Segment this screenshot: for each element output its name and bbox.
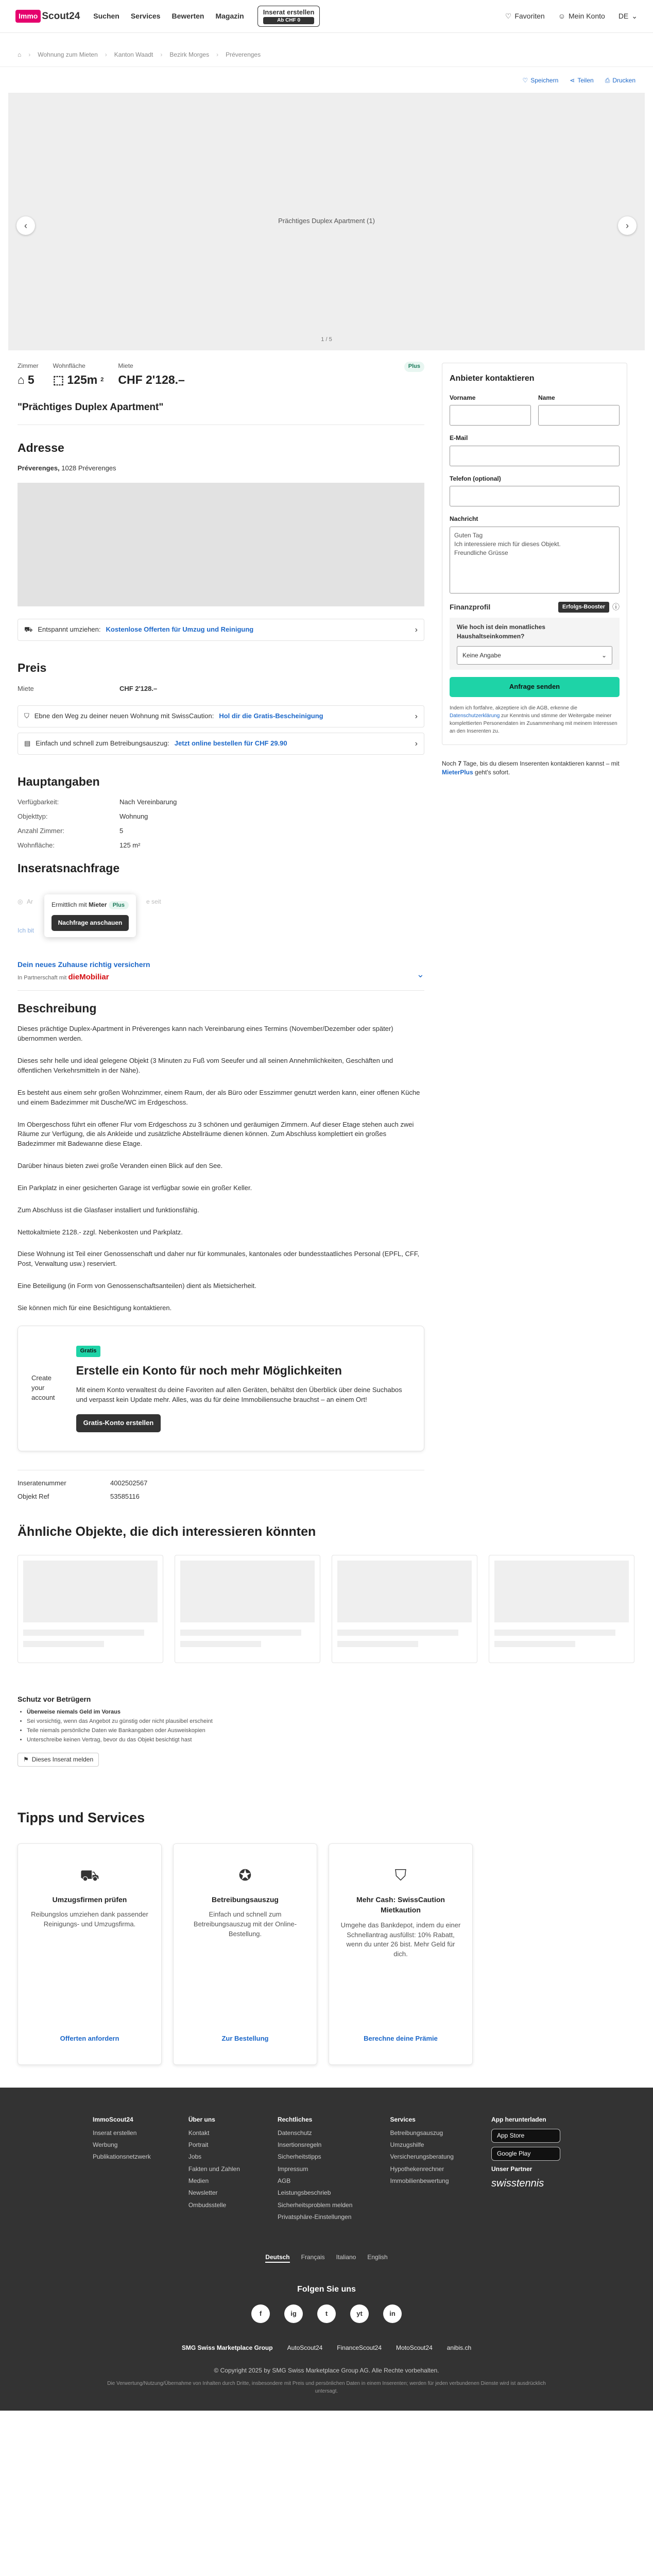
linkedin-icon[interactable]: in — [383, 2304, 402, 2323]
privacy-link[interactable]: Datenschutzerklärung — [450, 713, 500, 719]
inquiry-panel: ◎ Ar e seit Ich bit Ermittlich mit Mieter Plus Nachfrage anschauen — [18, 884, 424, 946]
breadcrumb-item[interactable]: Bezirk Morges — [169, 51, 210, 58]
chevron-down-icon: ⌄ — [601, 651, 607, 659]
first-name-field[interactable] — [450, 405, 531, 426]
similar-card-placeholder[interactable] — [18, 1555, 163, 1663]
facebook-icon[interactable]: f — [251, 2304, 270, 2323]
contact-form: Anbieter kontaktieren Vorname Name E-Mail Telefon (optional) Nachricht Guten Tag Ich interessiere mich für dieses Objekt. Freundliche Grüsse Finanzprofil Erfolgs-Booster ⓘ Wie hoch ist dein monatliches Haushaltseinkommen? Keine Angabe ⌄ Anfrage senden Indem ich fortfahre, akzeptiere ich die AGB, erkenne die Datenschutzerklärung zur Kenntnis und stimme der Weitergabe meiner komplettierten Personendaten im Zusammenhang mit meinem Interessen an den Inserenten zu. — [442, 363, 627, 745]
share-button[interactable]: ⋖ Teilen — [570, 76, 593, 85]
similar-card-placeholder[interactable] — [489, 1555, 634, 1663]
disclaimer: Die Verwertung/Nutzung/Übernahme von Inhalten durch Dritte, insbesondere mit Preis und persönlichen Daten in einem Inserenten; werden für jeden verbundenen Dienste wird ist ausdrücklich untersagt. — [107, 2381, 546, 2394]
print-button[interactable]: ⎙ Drucken — [605, 76, 635, 85]
breadcrumb-item[interactable]: Préverenges — [226, 51, 261, 58]
flag-icon: ⚑ — [23, 1755, 29, 1763]
last-name-field[interactable] — [538, 405, 620, 426]
footer-col: Rechtliches Datenschutz Insertionsregeln Sicherheitstipps Impressum AGB Leistungsbeschrieb Sicherheitsproblem melden Privatsphäre-Einstellungen — [277, 2116, 353, 2221]
chevron-down-icon: ⌄ — [416, 969, 424, 980]
breadcrumb: ⌂ › Wohnung zum Mieten › Kanton Waadt › Bezirk Morges › Préverenges — [0, 33, 653, 67]
nav-evaluate[interactable]: Bewerten — [171, 12, 204, 21]
similar-listings — [18, 1555, 635, 1663]
share-icon: ⋖ — [570, 77, 575, 84]
badge-icon: ✪ — [238, 1867, 252, 1885]
breadcrumb-item[interactable]: Wohnung zum Mieten — [38, 51, 98, 58]
document-icon: ▤ — [24, 739, 31, 747]
site-header — [0, 0, 653, 33]
group-brands: SMG Swiss Marketplace Group AutoScout24 FinanceScout24 MotoScout24 anibis.ch — [181, 2344, 472, 2352]
report-listing-button[interactable]: ⚑ Dieses Inserat melden — [18, 1753, 99, 1767]
mieterplus-note: Noch 7 Tage, bis du diesem Inserenten kontaktieren kannst – mit MieterPlus geht's sofort. — [442, 760, 620, 776]
breadcrumb-item[interactable]: Kanton Waadt — [114, 51, 153, 58]
account-promo: Create your account Gratis Erstelle ein Konto für noch mehr Möglichkeiten Mit einem Konto verwaltest du deine Favoriten auf allen Geräten, behältst den Überblick über deine Suchabos und verpasst kein Update mehr. Alles, was du für deine Immobiliensuche brauchst – an einem Ort! Gratis-Konto erstellen — [18, 1326, 424, 1451]
heart-icon: ♡ — [505, 12, 512, 21]
message-field[interactable]: Guten Tag Ich interessiere mich für dieses Objekt. Freundliche Grüsse — [450, 527, 620, 594]
insurance-accordion[interactable]: Dein neues Zuhause richtig versichern In Partnerschaft mit dieMobiliar ⌄ — [18, 953, 424, 991]
tip-card-extract: ✪ Betreibungsauszug Einfach und schnell zum Betreibungsauszug mit der Online-Bestellung. Zur Bestellung — [173, 1843, 317, 2065]
view-inquiry-button[interactable]: Nachfrage anschauen — [51, 915, 129, 931]
nav-magazine[interactable]: Magazin — [215, 12, 244, 21]
tips-services: Tipps und Services ⛟ Umzugsfirmen prüfen Reibungslos umziehen dank passender Reinigungs- und Umzugsfirma. Offerten anfordern ✪ Betreibungsauszug Einfach und schnell zum Betreibungsauszug mit der Online-Bestellung. Zur Bestellung ⛉ Mehr Cash: SwissCaution Mietkaution Umgehe das Bankdepot, indem du einer Schnellantrag ausfüllst: 10% Rabatt, wenn du unter 26 bist. Mehr Geld für dich. Berechne deine Prämie — [18, 1808, 635, 2065]
mieterplus-link[interactable]: MieterPlus — [442, 769, 473, 776]
google-play-button[interactable]: Google Play — [491, 2147, 560, 2161]
email-field[interactable] — [450, 446, 620, 466]
listing-title: "Prächtiges Duplex Apartment" — [18, 401, 164, 413]
chevron-left-icon[interactable]: ‹ — [16, 216, 35, 235]
listing-meta: Inseratenummer 4002502567 Objekt Ref 53585116 — [18, 1470, 424, 1502]
contact-sidebar — [442, 362, 627, 1523]
footer-col: Services Betreibungsauszug Umzugshilfe Versicherungsberatung Hypothekenrechner Immobilienbewertung — [390, 2116, 454, 2185]
description: Beschreibung Dieses prächtige Duplex-Apartment in Préverenges kann nach Vereinbarung eines Termins (November/Dezember oder später) übernommen werden. Dieses sehr helle und ideal gelegene Objekt (3 Minuten zu Fuß vom Seeufer und all seinen Annehmlichkeiten, Geschäften und öffentlichen Verkehrsmitteln in der Nähe). Es besteht aus einem sehr großen Wohnzimmer, einem Raum, der als Büro oder Esszimmer genutzt werden kann, einer offenen Küche und einem Badezimmer mit Dusche/WC im Erdgeschoss. Im Obergeschoss führt ein offener Flur vom Erdgeschoss zu 3 schönen und geräumigen Zimmern. Auf dieser Etage stehen auch zwei Räume zur Verfügung, die als Ankleide und zusätzliche Abstellräume dienen können. Zum Abschluss komplettiert ein großes Badezimmer mit Badewanne diese Etage. Darüber hinaus bieten zwei große Veranden einen Blick auf den See. Ein Parkplatz in einer gesicherten Garage ist verfügbar sowie ein großer Keller. Zum Abschluss ist die Glasfaser installiert und funktionsfähig. Nettokaltmiete 2128.- zzgl. Nebenkosten und Parkplatz. Diese Wohnung ist Teil einer Genossenschaft und daher nur für kommunales, kantonales oder bundesstaatliches Personal (EPFL, CFF, Post, Verwaltung usw.) reserviert. Eine Beteiligung (in Form von Genossenschaftsanteilen) dient als Mietsicherheit. Sie können mich für eine Besichtigung kontaktieren. — [18, 1000, 424, 1313]
footer: ImmoScout24 Inserat erstellen Werbung Publikationsnetzwerk Über uns Kontakt Portrait Jobs Fakten und Zahlen Medien Newsletter Ombudsstelle Rechtliches Datenschutz Insertionsregeln Sicherheitstipps Impressum AGB Leistungsbeschrieb Sicherheitsproblem melden Privatsphäre-Einstellungen Services Betreibungsauszug Umzugshilfe Versicherungsberatung Hypothekenrechner Immobilienbewertung App herunterladen App Store Google Play Unser Partner swisstennis Deutsch Français Italiano English Folgen Sie uns f ig t yt in SMG Swiss Marketplace Group AutoScout24 FinanceScout24 MotoScout24 anibis.ch © Copyright 2025 by SMG Swiss Marketplace Group AG. Alle Rechte vorbehalten. Die Verwertung/Nutzung/Übernahme von Inhalten durch Dritte, insbesondere mit Preis und persönlichen Daten in einem Inserenten; werden für jeden verbundenen Dienste wird ist ausdrücklich untersagt. — [0, 2088, 653, 2411]
income-select[interactable]: Keine Angabe ⌄ — [457, 646, 612, 665]
chevron-right-icon[interactable]: › — [618, 216, 637, 235]
gallery-caption: Prächtiges Duplex Apartment (1) — [278, 217, 375, 225]
chevron-right-icon: › — [415, 739, 418, 748]
key-facts: Zimmer ⌂ 5 Wohnfläche ⬚ 125m 2 Miete CHF 2'128.– Plus — [18, 362, 424, 389]
request-offers-link[interactable]: Offerten anfordern — [60, 2035, 119, 2043]
swisscaution-bar[interactable]: ⛉ Ebne den Weg zu deiner neuen Wohnung mit SwissCaution: Hol dir die Gratis-Bescheinigung › — [18, 705, 424, 727]
free-badge: Gratis — [76, 1346, 101, 1357]
address: Préverenges, 1028 Préverenges — [18, 464, 116, 472]
image-gallery[interactable] — [8, 93, 645, 350]
user-icon: ☺ — [558, 12, 565, 21]
chevron-right-icon: › — [415, 625, 418, 635]
tip-card-deposit: ⛉ Mehr Cash: SwissCaution Mietkaution Umgehe das Bankdepot, indem du einer Schnellantrag ausfüllst: 10% Rabatt, wenn du unter 26 bist. Mehr Geld für dich. Berechne deine Prämie — [329, 1843, 473, 2065]
map[interactable] — [18, 483, 424, 606]
language-select[interactable]: DE ⌄ — [618, 11, 638, 21]
footer-apps: App herunterladen App Store Google Play Unser Partner swisstennis — [491, 2115, 560, 2225]
similar-heading: Ähnliche Objekte, die dich interessieren könnten — [18, 1524, 316, 1539]
description-heading: Beschreibung — [18, 1002, 97, 1015]
shield-icon: ⛉ — [24, 711, 29, 720]
nav-search[interactable]: Suchen — [93, 12, 119, 21]
listing-main: Zimmer ⌂ 5 Wohnfläche ⬚ 125m 2 Miete CHF 2'128.– Plus "Prächtiges Duplex Apartment" Adresse Préverenges, 1028 Préverenges ⛟ Entspannt umziehen: Kostenlose Offerten für Umzug und Reinigung › Preis Miete CHF 2'128.– ⛉ Ebne den Weg zu deiner neuen Wohnung mit SwissCaution: Hol dir die Gratis-Bescheinigung › ▤ Einfach und schnell zum Betreibungsauszug: Jetzt online bestellen für CHF 29.90 › Hauptangaben Verfügbarkeit: Nach Vereinbarung Objekttyp: Wohnung Anzahl Zimmer: 5 Wohnfläche: 125 m² Inseratsnachfrage ◎ Ar e seit Ich bit Ermittlich mit Mieter Plus Nachfrage anschauen Dein neues Zuhause richtig versichern In Partnerschaft mit dieMobiliar ⌄ Beschreibung Dieses prächtige Duplex-Apartment in Préverenges kann nach Vereinbarung eines Termins (November/Dezember oder später) übernommen werden. Dieses sehr helle und ideal gelegene Objekt (3 Minuten zu Fuß vom Seeufer und all seinen Annehmlichkeiten, Geschäften und öffentlichen Verkehrsmitteln in der Nähe). Es besteht aus einem sehr großen Wohnzimmer, einem Raum, der als Büro oder Esszimmer genutzt werden kann, einer offenen Küche und einem Badezimmer mit Dusche/WC im Erdgeschoss. Im Obergeschoss führt ein offener Flur vom Erdgeschoss zu 3 schönen und geräumigen Zimmern. Auf dieser Etage stehen auch zwei Räume zur Verfügung, die als Ankleide und zusätzliche Abstellräume dienen können. Zum Abschluss komplettiert ein großes Badezimmer mit Badewanne diese Etage. Darüber hinaus bieten zwei große Veranden einen Blick auf den See. Ein Parkplatz in einer gesicherten Garage ist verfügbar sowie ein großer Keller. Zum Abschluss ist die Glasfaser installiert und funktionsfähig. Nettokaltmiete 2128.- zzgl. Nebenkosten und Parkplatz. Diese Wohnung ist Teil einer Genossenschaft und daher nur für kommunales, kantonales oder bundesstaatliches Personal (EPFL, CFF, Post, Verwaltung usw.) reserviert. Eine Beteiligung (in Form von Genossenschaftsanteilen) dient als Mietsicherheit. Sie können mich für eine Besichtigung kontaktieren. Create your account Gratis Erstelle ein Konto für noch mehr Möglichkeiten Mit einem Konto verwaltest du deine Favoriten auf allen Geräten, behältst den Überblick über deine Suchabos und verpasst kein Update mehr. Alles, was du für deine Immobiliensuche brauchst – an einem Ort! Gratis-Konto erstellen Inseratenummer 4002502567 Objekt Ref 53585116 — [18, 362, 424, 1523]
favorites-link[interactable]: ♡ Favoriten — [505, 11, 545, 21]
fraud-protection: Schutz vor Betrügern • Überweise niemals Geld im Voraus • Sei vorsichtig, wenn das Angebot zu günstig oder nicht plausibel erscheint • Teile niemals persönliche Daten wie Bankangaben oder Ausweiskopien • Unterschreibe keinen Vertrag, bevor du das Objekt besichtigt hast ⚑ Dieses Inserat melden — [18, 1694, 635, 1767]
debt-extract-bar[interactable]: ▤ Einfach und schnell zum Betreibungsauszug: Jetzt online bestellen für CHF 29.90 › — [18, 733, 424, 755]
boost-badge: Erfolgs-Booster — [558, 602, 609, 613]
calculate-premium-link[interactable]: Berechne deine Prämie — [364, 2035, 438, 2043]
main-details-heading: Hauptangaben — [18, 775, 100, 788]
swisstennis-logo[interactable]: swisstennis — [491, 2177, 544, 2189]
footer-col: Über uns Kontakt Portrait Jobs Fakten und Zahlen Medien Newsletter Ombudsstelle — [188, 2116, 240, 2209]
chevron-right-icon: › — [415, 711, 418, 721]
door-icon: ⌂ — [18, 373, 25, 387]
copyright: © Copyright 2025 by SMG Swiss Marketplace Group AG. Alle Rechte vorbehalten. — [214, 2366, 439, 2374]
gallery-counter: 1 / 5 — [321, 336, 332, 343]
plus-badge: Plus — [404, 362, 424, 372]
twitter-icon[interactable]: t — [317, 2304, 336, 2323]
home-icon[interactable]: ⌂ — [18, 51, 22, 58]
footer-col: ImmoScout24 Inserat erstellen Werbung Publikationsnetzwerk — [93, 2116, 151, 2161]
create-account-button[interactable]: Gratis-Konto erstellen — [76, 1414, 161, 1432]
listing-actions — [0, 67, 653, 92]
save-button[interactable]: ♡ Speichern — [522, 76, 558, 85]
insert-listing-button[interactable]: Inserat erstellen Ab CHF 0 — [257, 6, 320, 27]
address-heading: Adresse — [18, 441, 64, 455]
moving-offer-bar[interactable]: ⛟ Entspannt umziehen: Kostenlose Offerten für Umzug und Reinigung › — [18, 619, 424, 641]
language-switcher: Deutsch Français Italiano English — [93, 2253, 560, 2263]
logo[interactable]: Immo Scout24 — [15, 9, 80, 24]
price-heading: Preis — [18, 661, 47, 675]
nav-services[interactable]: Services — [130, 12, 161, 21]
mobiliar-logo: dieMobiliar — [68, 973, 109, 982]
info-icon[interactable]: ⓘ — [612, 603, 620, 612]
main-nav — [93, 11, 244, 21]
similar-card-placeholder[interactable] — [175, 1555, 320, 1663]
legal-text: Indem ich fortfahre, akzeptiere ich die AGB, erkenne die Datenschutzerklärung zur Kenntnis und stimme der Weitergabe meiner komplettierten Personendaten im Zusammenhang mit meinem Interessen an den Inserenten zu. — [450, 705, 617, 735]
tip-card-moving: ⛟ Umzugsfirmen prüfen Reibungslos umziehen dank passender Reinigungs- und Umzugsfirma. Offerten anfordern — [18, 1843, 162, 2065]
inquiry-popover: Ermittlich mit Mieter Plus Nachfrage anschauen — [44, 894, 136, 937]
printer-icon: ⎙ — [605, 77, 610, 84]
eye-icon: ◎ — [18, 898, 23, 906]
area-icon: ⬚ — [53, 373, 64, 387]
shield-icon: ⛉ — [394, 1867, 407, 1885]
order-link[interactable]: Zur Bestellung — [221, 2035, 269, 2043]
similar-card-placeholder[interactable] — [332, 1555, 477, 1663]
send-request-button[interactable]: Anfrage senden — [450, 677, 620, 697]
inquiry-heading: Inseratsnachfrage — [18, 861, 120, 875]
instagram-icon[interactable]: ig — [284, 2304, 303, 2323]
truck-icon: ⛟ — [24, 625, 33, 634]
app-store-button[interactable]: App Store — [491, 2129, 560, 2143]
phone-field[interactable] — [450, 486, 620, 506]
account-link[interactable]: ☺ Mein Konto — [558, 11, 605, 21]
heart-icon: ♡ — [522, 77, 528, 84]
chevron-down-icon: ⌄ — [631, 12, 638, 21]
social-links — [93, 2304, 560, 2323]
youtube-icon[interactable]: yt — [350, 2304, 369, 2323]
truck-icon: ⛟ — [80, 1867, 99, 1885]
